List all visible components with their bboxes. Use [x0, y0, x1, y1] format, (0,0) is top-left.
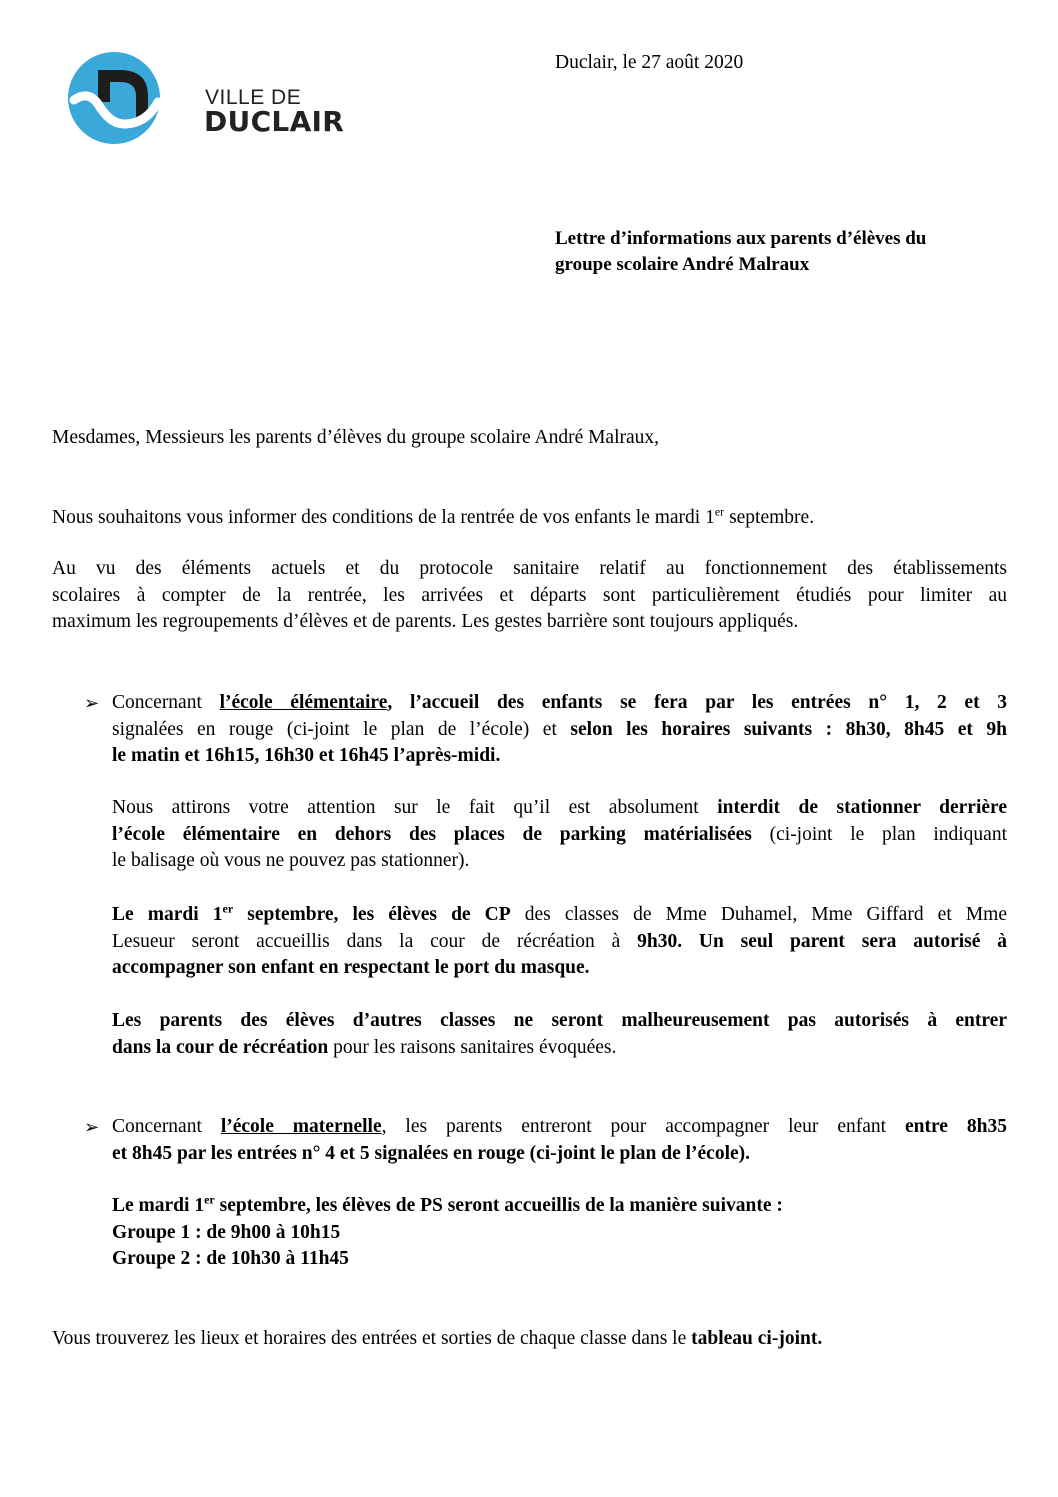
mat-ps-sup: er — [204, 1192, 215, 1207]
elem-hours-text: selon les horaires suivants : 8h30, 8h45 et 9h — [570, 718, 1007, 740]
duclair-logo-icon — [68, 52, 198, 144]
mat-p1-line-1 — [112, 1114, 1007, 1141]
elementary-paragraph-1 — [112, 690, 1007, 770]
elem-cp-classes: des classes de Mme Duhamel, Mme Giffard et Mme — [510, 904, 1007, 925]
mat-ps-date-a: Le mardi 1 — [112, 1195, 205, 1216]
elem-cp-date-a: Le mardi 1 — [112, 904, 223, 925]
elem-cp-mask: accompagner son enfant en respectant le port du masque. — [112, 957, 590, 978]
kindergarten-paragraph-2 — [112, 1193, 1007, 1273]
elem-p1-line-2 — [112, 717, 1007, 744]
elem-school-underlined: l’école élémentaire — [219, 692, 388, 713]
elem-p4-line-2 — [112, 1035, 1007, 1062]
mat-school-underlined: l’école maternelle — [220, 1116, 382, 1137]
closing-table-ref: tableau ci-joint. — [691, 1328, 823, 1349]
elem-playground: dans la cour de récréation — [112, 1036, 329, 1058]
elem-p1-line-1 — [112, 690, 1007, 717]
mat-entries-text: et 8h45 par les entrées n° 4 et 5 signalées en rouge (ci-joint le plan de l’école). — [112, 1142, 751, 1164]
closing-paragraph — [52, 1326, 1007, 1353]
mat-parents-text: , les parents entreront pour accompagner leur enfant — [381, 1116, 906, 1137]
context-paragraph — [52, 556, 1007, 636]
context-line-1: Au vu des éléments actuels et du protocole sanitaire relatif au fonctionnement des établissements — [52, 558, 1007, 579]
logo-text-duclair: DUCLAIR — [204, 105, 345, 138]
subject-line-1: Lettre d’informations aux parents d’élèves du — [555, 228, 927, 249]
mat-p2-line-1 — [112, 1193, 1007, 1220]
elem-cp-time: 9h30. Un seul parent sera autorisé à — [637, 930, 1007, 952]
bullet-arrow-icon: ➢ — [84, 693, 100, 713]
mat-p1-line-2 — [112, 1141, 1007, 1168]
bullet-arrow-icon: ➢ — [84, 1117, 100, 1137]
mat-ps-date-b: septembre, les élèves de PS seront accueillis de la manière suivante : — [214, 1195, 783, 1216]
elem-parking-text-2: l’école élémentaire en dehors des places de parking matérialisées — [112, 823, 752, 845]
mat-time-start: entre 8h35 — [905, 1116, 1007, 1137]
elem-p3-line-2 — [112, 929, 1007, 956]
elem-p1-text: Concernant — [112, 692, 220, 713]
elem-p2-line-2 — [112, 822, 1007, 849]
mat-group-1: Groupe 1 : de 9h00 à 10h15 — [112, 1221, 341, 1243]
intro-text-a: Nous souhaitons vous informer des conditions de la rentrée de vos enfants le mardi 1 — [52, 507, 715, 528]
elem-p1-line-3 — [112, 743, 1007, 770]
elem-p3-line-3 — [112, 955, 1007, 982]
elem-other-parents: Les parents des élèves d’autres classes ne seront malheureusement pas autorisés à entrer — [112, 1010, 1007, 1031]
elem-cp-date — [112, 901, 511, 925]
logo-text-ville-de: VILLE DE — [205, 86, 302, 109]
letter-subject — [555, 226, 995, 278]
mat-group-2: Groupe 2 : de 10h30 à 11h45 — [112, 1248, 349, 1269]
elem-hours-text-2: le matin et 16h15, 16h30 et 16h45 l’après-midi. — [112, 745, 501, 766]
mat-text: Concernant — [112, 1116, 221, 1137]
elem-cp-welcome: Lesueur seront accueillis dans la cour de récréation à — [112, 930, 638, 952]
salutation: Mesdames, Messieurs les parents d’élèves du groupe scolaire André Malraux, — [52, 427, 660, 448]
elem-p2-line-1 — [112, 795, 1007, 822]
elem-sanitary-reasons: pour les raisons sanitaires évoquées. — [328, 1036, 617, 1058]
elem-cp-sup: er — [222, 901, 234, 916]
elem-signal-text: signalées en rouge (ci-joint le plan de l’école) et — [112, 718, 571, 740]
elem-plan-text: (ci-joint le plan indiquant — [751, 823, 1007, 845]
elementary-paragraph-4 — [112, 1008, 1007, 1061]
elem-attention-text: Nous attirons votre attention sur le fait qu’il est absolument — [112, 797, 718, 818]
subject-line-2: groupe scolaire André Malraux — [555, 254, 810, 275]
letter-date: Duclair, le 27 août 2020 — [555, 52, 744, 73]
elem-p3-line-1 — [112, 902, 1007, 929]
elem-entries-text: , l’accueil des enfants se fera par les entrées n° 1, 2 et 3 — [387, 692, 1008, 713]
elem-p4-line-1 — [112, 1008, 1007, 1035]
elementary-paragraph-2 — [112, 795, 1007, 875]
context-line-2: scolaires à compter de la rentrée, les arrivées et départs sont particulièrement étudiés pour limiter au — [52, 584, 1007, 606]
intro-text-b: septembre. — [724, 507, 815, 528]
elem-parking-text: interdit de stationner derrière — [717, 797, 1007, 818]
intro-paragraph — [52, 505, 814, 532]
closing-text: Vous trouverez les lieux et horaires des entrées et sorties de chaque classe dans le — [52, 1328, 692, 1349]
context-line-3: maximum les regroupements d’élèves et de parents. Les gestes barrière sont toujours appliqués. — [52, 611, 799, 632]
elementary-paragraph-3 — [112, 902, 1007, 982]
elem-cp-date-b: septembre, les élèves de CP — [233, 904, 511, 925]
kindergarten-paragraph-1 — [112, 1114, 1007, 1167]
elem-p2-line-3: le balisage où vous ne pouvez pas stationner). — [112, 850, 470, 871]
intro-sup: er — [714, 504, 725, 519]
